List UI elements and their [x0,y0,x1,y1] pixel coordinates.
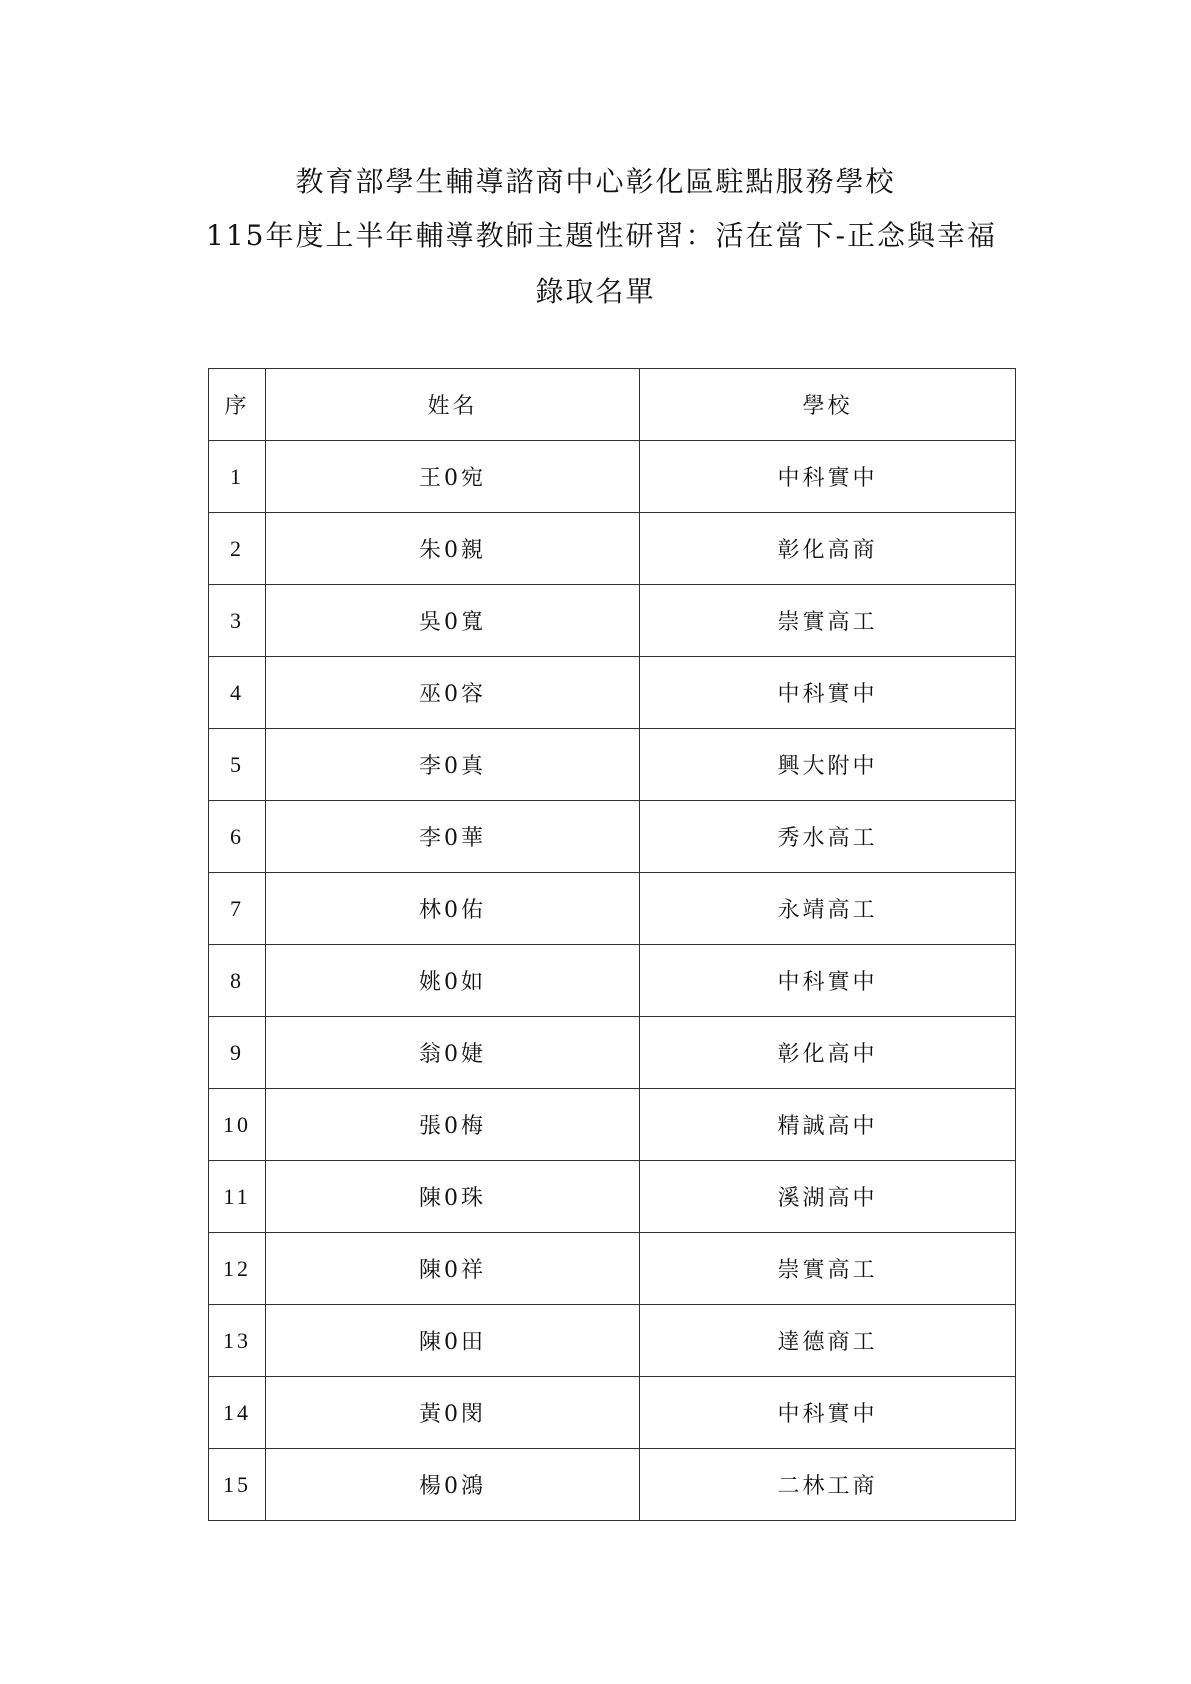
row-name: 黃0閔 [266,1377,640,1449]
document-title-event: 115年度上半年輔導教師主題性研習：活在當下-正念與幸福 [206,219,997,252]
row-index: 13 [209,1305,266,1377]
table-row [209,801,1016,873]
table-row [209,945,1016,1017]
row-name: 朱0親 [266,513,640,585]
document-title-list: 錄取名單 [535,275,656,308]
row-school: 中科實中 [640,945,1016,1017]
row-name: 翁0婕 [266,1017,640,1089]
row-index: 12 [209,1233,266,1305]
row-school: 中科實中 [640,441,1016,513]
column-header-school: 學校 [640,369,1016,441]
table-row [209,585,1016,657]
row-school: 精誠高中 [640,1089,1016,1161]
table-row [209,1017,1016,1089]
row-index: 2 [209,513,266,585]
row-name: 陳0祥 [266,1233,640,1305]
row-school: 中科實中 [640,1377,1016,1449]
column-header-index: 序 [209,369,266,441]
row-index: 7 [209,873,266,945]
row-name: 李0華 [266,801,640,873]
row-name: 巫0容 [266,657,640,729]
row-school: 溪湖高中 [640,1161,1016,1233]
row-index: 15 [209,1449,266,1521]
admission-table [208,368,1016,1521]
table-row [209,1233,1016,1305]
row-school: 崇實高工 [640,1233,1016,1305]
row-school: 二林工商 [640,1449,1016,1521]
row-index: 4 [209,657,266,729]
row-index: 14 [209,1377,266,1449]
row-school: 崇實高工 [640,585,1016,657]
row-index: 8 [209,945,266,1017]
row-name: 陳0珠 [266,1161,640,1233]
row-index: 3 [209,585,266,657]
row-school: 達德商工 [640,1305,1016,1377]
table-row [209,1161,1016,1233]
table-row [209,657,1016,729]
column-header-name: 姓名 [266,369,640,441]
row-index: 6 [209,801,266,873]
row-index: 9 [209,1017,266,1089]
row-index: 10 [209,1089,266,1161]
row-name: 王0宛 [266,441,640,513]
row-name: 楊0鴻 [266,1449,640,1521]
table-row [209,513,1016,585]
row-school: 彰化高中 [640,1017,1016,1089]
row-name: 吳0寬 [266,585,640,657]
row-school: 彰化高商 [640,513,1016,585]
table-row [209,441,1016,513]
row-school: 秀水高工 [640,801,1016,873]
row-name: 李0真 [266,729,640,801]
row-index: 1 [209,441,266,513]
table-row [209,729,1016,801]
row-index: 5 [209,729,266,801]
row-school: 興大附中 [640,729,1016,801]
row-name: 張0梅 [266,1089,640,1161]
row-name: 姚0如 [266,945,640,1017]
table-row [209,1089,1016,1161]
row-name: 林0佑 [266,873,640,945]
table-row [209,1449,1016,1521]
table-header-row [209,369,1016,441]
row-school: 永靖高工 [640,873,1016,945]
row-name: 陳0田 [266,1305,640,1377]
row-index: 11 [209,1161,266,1233]
table-row [209,1377,1016,1449]
table-row [209,1305,1016,1377]
row-school: 中科實中 [640,657,1016,729]
table-row [209,873,1016,945]
document-title-org: 教育部學生輔導諮商中心彰化區駐點服務學校 [295,165,896,198]
